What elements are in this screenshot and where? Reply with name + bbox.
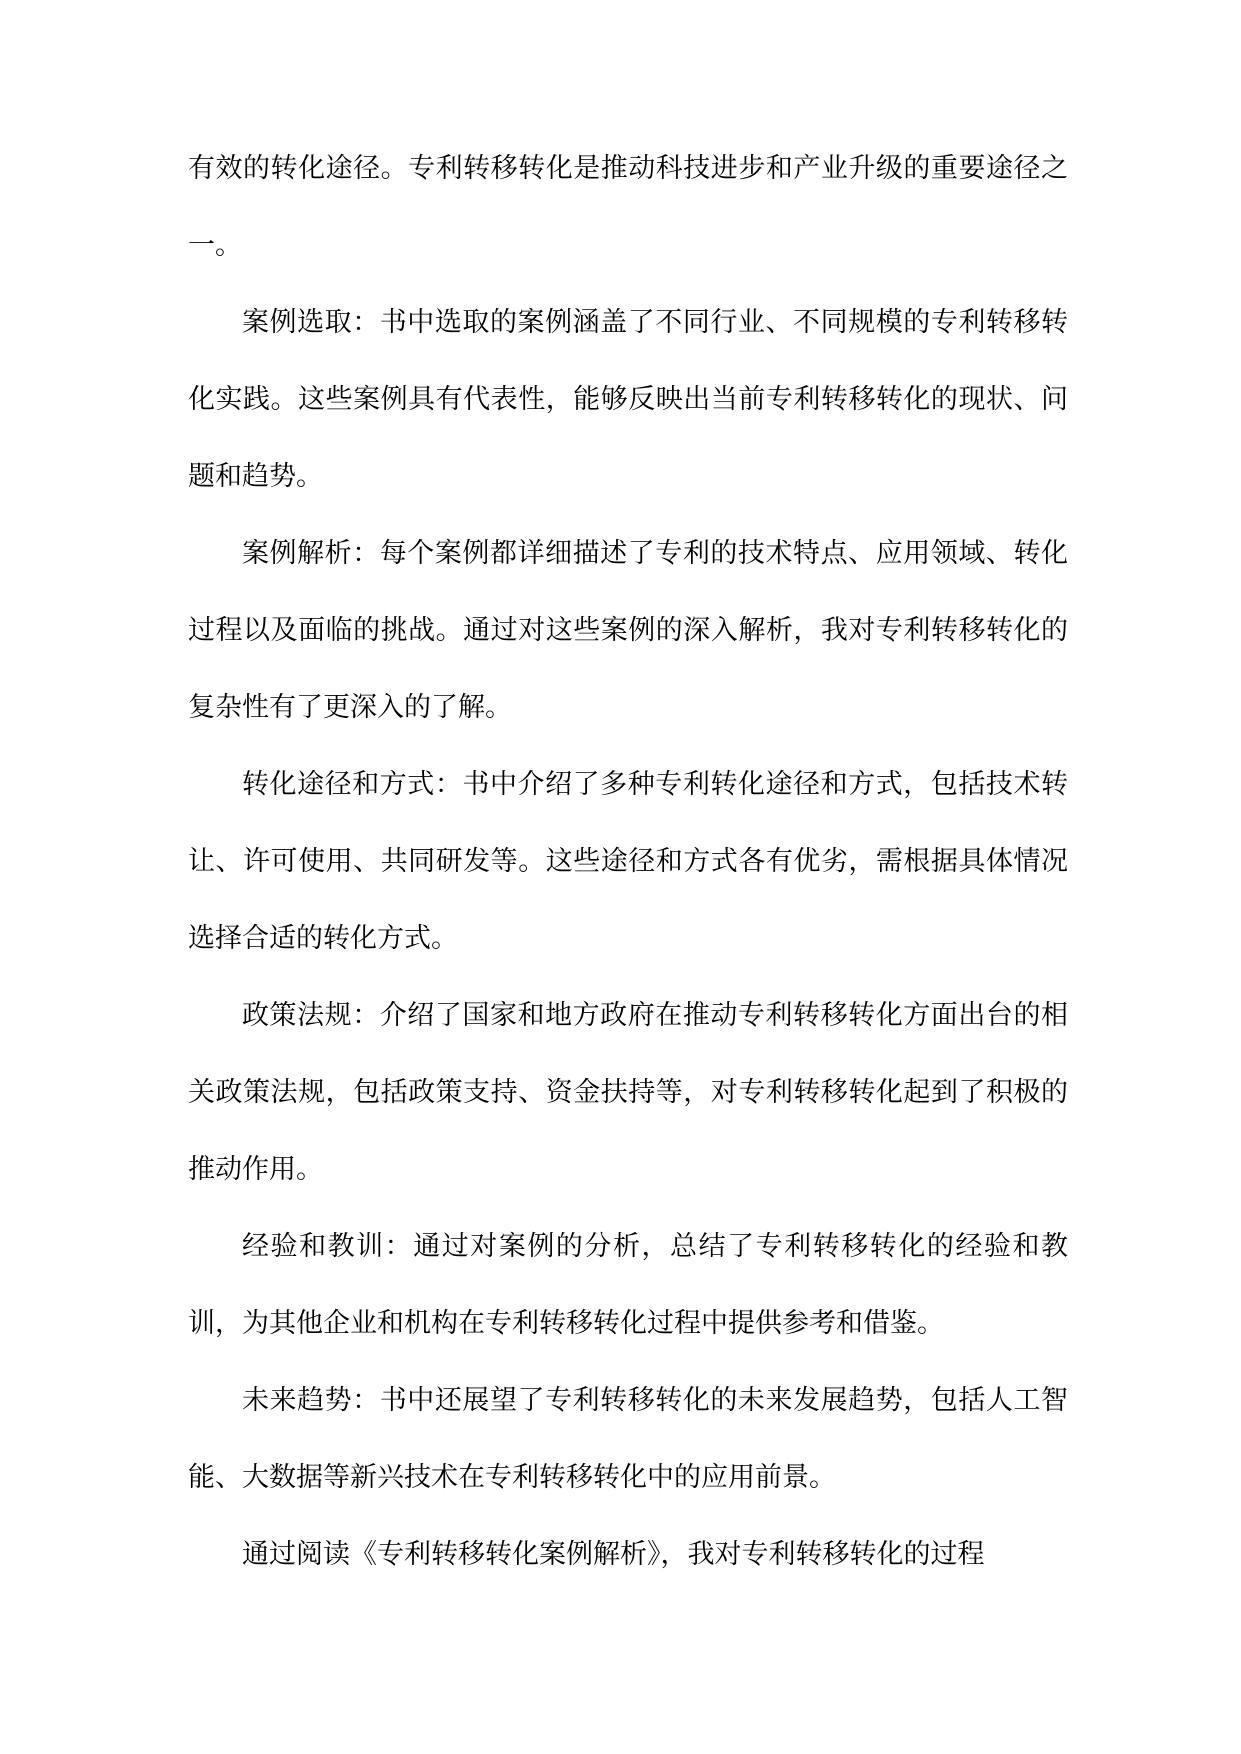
- document-body: [188, 130, 1068, 1593]
- paragraph-transfer-methods: 转化途径和方式：书中介绍了多种专利转化途径和方式，包括技术转让、许可使用、共同研发等。这些途径和方式各有优劣，需根据具体情况选择合适的转化方式。: [188, 769, 1068, 954]
- paragraph-conclusion: 通过阅读《专利转移转化案例解析》，我对专利转移转化的过程: [242, 1539, 985, 1570]
- paragraph-continuation: 有效的转化途径。专利转移转化是推动科技进步和产业升级的重要途径之一。: [188, 153, 1068, 261]
- paragraph-case-analysis: 案例解析：每个案例都详细描述了专利的技术特点、应用领域、转化过程以及面临的挑战。通过对这些案例的深入解析，我对专利转移转化的复杂性有了更深入的了解。: [188, 538, 1068, 723]
- paragraph-case-selection: 案例选取：书中选取的案例涵盖了不同行业、不同规模的专利转移转化实践。这些案例具有代表性，能够反映出当前专利转移转化的现状、问题和趋势。: [188, 307, 1068, 492]
- paragraph-lessons: 经验和教训：通过对案例的分析，总结了专利转移转化的经验和教训，为其他企业和机构在专利转移转化过程中提供参考和借鉴。: [188, 1231, 1068, 1339]
- paragraph-future-trends: 未来趋势：书中还展望了专利转移转化的未来发展趋势，包括人工智能、大数据等新兴技术在专利转移转化中的应用前景。: [188, 1385, 1068, 1493]
- paragraph-policies: 政策法规：介绍了国家和地方政府在推动专利转移转化方面出台的相关政策法规，包括政策支持、资金扶持等，对专利转移转化起到了积极的推动作用。: [188, 1000, 1068, 1185]
